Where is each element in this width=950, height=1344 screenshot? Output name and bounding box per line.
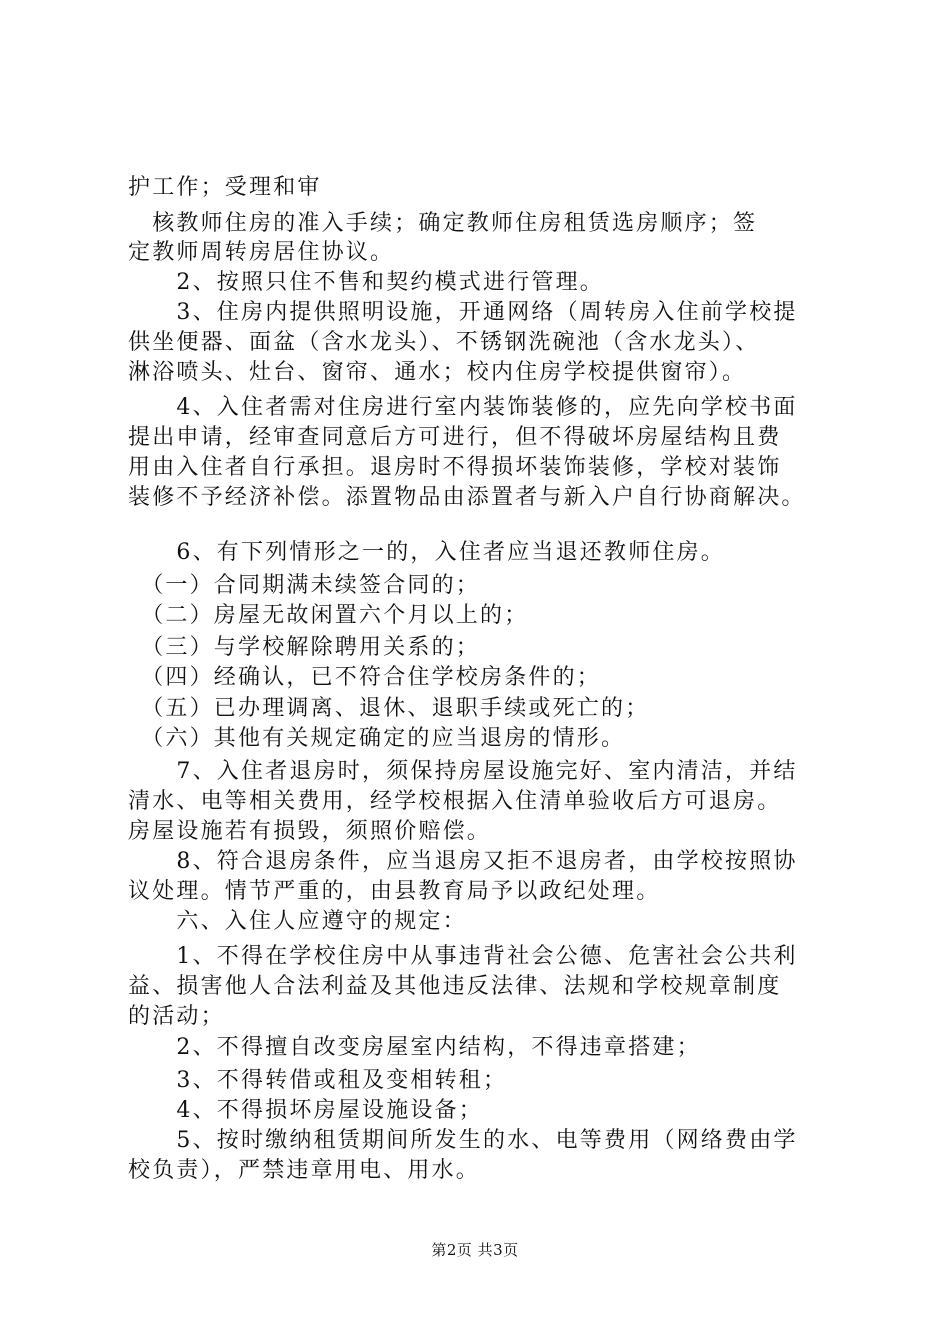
- body-line: 校负责），严禁违章用电、用水。: [128, 1158, 481, 1183]
- body-line: 6、有下列情形之一的，入住者应当退还教师住房。: [128, 540, 725, 565]
- body-line: 定教师周转房居住协议。: [128, 240, 395, 265]
- body-line: 护工作；受理和审: [128, 175, 322, 200]
- body-line: （六）其他有关规定确定的应当退房的情形。: [128, 726, 626, 751]
- body-line: 4、入住者需对住房进行室内装饰装修的，应先向学校书面: [128, 395, 798, 420]
- body-line: 5、按时缴纳租赁期间所发生的水、电等费用（网络费由学: [128, 1128, 798, 1153]
- body-line: 房屋设施若有损毁，须照价赔偿。: [128, 819, 492, 844]
- body-line: （四）经确认，已不符合住学校房条件的；: [128, 665, 602, 690]
- body-line: 益、损害他人合法利益及其他违反法律、法规和学校规章制度: [128, 974, 782, 999]
- body-line: 2、不得擅自改变房屋室内结构，不得违章搭建；: [128, 1035, 701, 1060]
- body-line: 3、不得转借或租及变相转租；: [128, 1068, 508, 1093]
- body-line: 8、符合退房条件，应当退房又拒不退房者，由学校按照协: [128, 849, 798, 874]
- body-line: 淋浴喷头、灶台、窗帘、通水；校内住房学校提供窗帘）。: [128, 360, 747, 385]
- body-line: 2、按照只住不售和契约模式进行管理。: [128, 270, 604, 295]
- body-line: 3、住房内提供照明设施，开通网络（周转房入住前学校提: [128, 300, 798, 325]
- body-line: 供坐便器、面盆（含水龙头）、不锈钢洗碗池（含水龙头）、: [128, 330, 760, 355]
- body-line: （五）已办理调离、退休、退职手续或死亡的；: [128, 696, 650, 721]
- body-line: 六、入住人应遵守的规定：: [128, 909, 467, 934]
- body-line: 议处理。情节严重的，由县教育局予以政纪处理。: [128, 879, 661, 904]
- body-line: （一）合同期满未续签合同的；: [128, 573, 481, 598]
- body-line: （二）房屋无故闲置六个月以上的；: [128, 603, 529, 628]
- body-line: 7、入住者退房时，须保持房屋设施完好、室内清洁，并结: [128, 759, 798, 784]
- body-line: 1、不得在学校住房中从事违背社会公德、危害社会公共利: [128, 944, 798, 969]
- body-line: 核教师住房的准入手续；确定教师住房租赁选房顺序；签: [128, 211, 758, 236]
- body-line: 的活动；: [128, 1004, 225, 1029]
- body-line: 提出申请，经审查同意后方可进行，但不得破坏房屋结构且费: [128, 425, 782, 450]
- body-line: 清水、电等相关费用，经学校根据入住清单验收后方可退房。: [128, 789, 782, 814]
- body-line: （三）与学校解除聘用关系的；: [128, 635, 481, 660]
- body-line: 4、不得损坏房屋设施设备；: [128, 1098, 483, 1123]
- body-line: 装修不予经济补偿。添置物品由添置者与新入户自行协商解决。: [128, 485, 806, 510]
- page-number-footer: 第2页 共3页: [431, 1241, 519, 1259]
- body-line: 用由入住者自行承担。退房时不得损坏装饰装修，学校对装饰: [128, 455, 782, 480]
